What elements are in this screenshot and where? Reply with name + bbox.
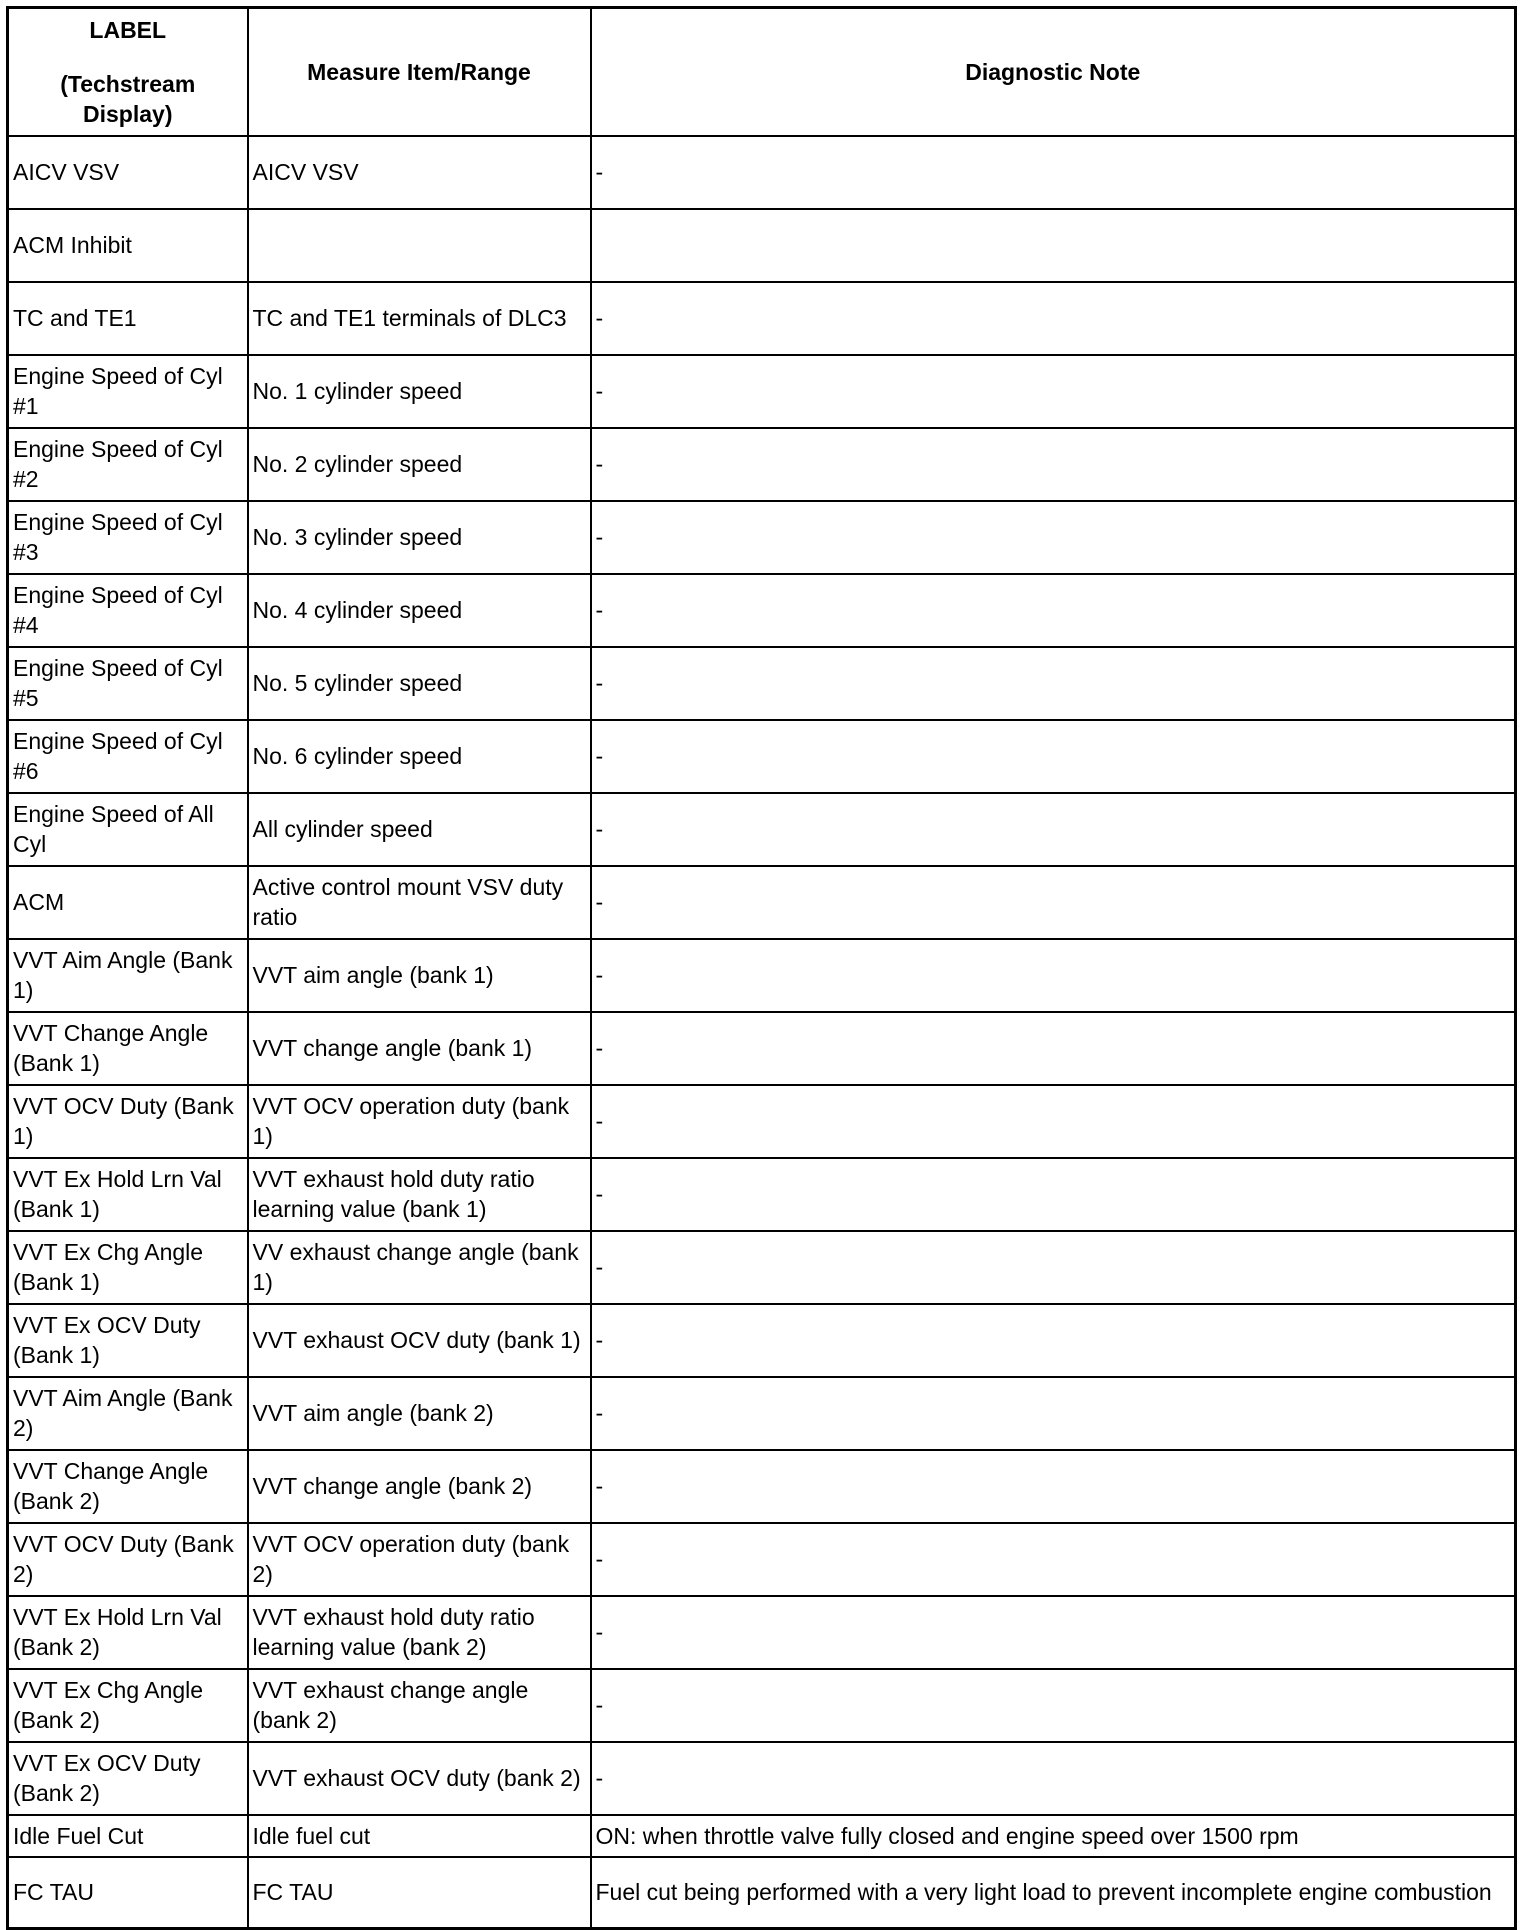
cell-measure: VV exhaust change angle (bank 1) (248, 1231, 591, 1304)
cell-note: - (591, 1742, 1516, 1815)
cell-note: - (591, 136, 1516, 209)
cell-measure: No. 6 cylinder speed (248, 720, 591, 793)
cell-label: ACM Inhibit (8, 209, 248, 282)
cell-label: FC TAU (8, 1857, 248, 1929)
table-row (8, 1377, 1516, 1450)
cell-label: VVT Ex Chg Angle (Bank 1) (8, 1231, 248, 1304)
cell-note: - (591, 793, 1516, 866)
table-row (8, 866, 1516, 939)
cell-label: Engine Speed of Cyl #6 (8, 720, 248, 793)
cell-note: - (591, 574, 1516, 647)
cell-note: - (591, 282, 1516, 355)
cell-label: ACM (8, 866, 248, 939)
cell-note: - (591, 1085, 1516, 1158)
table-row (8, 1523, 1516, 1596)
cell-measure: All cylinder speed (248, 793, 591, 866)
cell-label: Engine Speed of All Cyl (8, 793, 248, 866)
cell-measure: No. 5 cylinder speed (248, 647, 591, 720)
cell-note: - (591, 1012, 1516, 1085)
cell-label: VVT Ex Chg Angle (Bank 2) (8, 1669, 248, 1742)
table-row (8, 1304, 1516, 1377)
cell-measure: Idle fuel cut (248, 1815, 591, 1857)
table-row (8, 1231, 1516, 1304)
cell-label: Engine Speed of Cyl #1 (8, 355, 248, 428)
cell-label: VVT Ex Hold Lrn Val (Bank 1) (8, 1158, 248, 1231)
cell-label: Engine Speed of Cyl #4 (8, 574, 248, 647)
cell-measure: TC and TE1 terminals of DLC3 (248, 282, 591, 355)
cell-label: VVT Aim Angle (Bank 1) (8, 939, 248, 1012)
cell-note: - (591, 866, 1516, 939)
cell-label: AICV VSV (8, 136, 248, 209)
cell-measure: VVT exhaust change angle (bank 2) (248, 1669, 591, 1742)
cell-label: VVT Ex Hold Lrn Val (Bank 2) (8, 1596, 248, 1669)
cell-label: VVT Change Angle (Bank 1) (8, 1012, 248, 1085)
table-row (8, 1596, 1516, 1669)
cell-note (591, 209, 1516, 282)
cell-label: VVT Ex OCV Duty (Bank 2) (8, 1742, 248, 1815)
header-label (8, 8, 248, 136)
cell-label: VVT Change Angle (Bank 2) (8, 1450, 248, 1523)
table-row (8, 1815, 1516, 1857)
cell-measure: VVT aim angle (bank 1) (248, 939, 591, 1012)
cell-measure: VVT exhaust OCV duty (bank 1) (248, 1304, 591, 1377)
cell-label: Engine Speed of Cyl #3 (8, 501, 248, 574)
table-row (8, 720, 1516, 793)
table-row (8, 1085, 1516, 1158)
table-row (8, 209, 1516, 282)
cell-measure: VVT exhaust hold duty ratio learning value (bank 2) (248, 1596, 591, 1669)
table-row (8, 501, 1516, 574)
cell-measure: FC TAU (248, 1857, 591, 1929)
cell-note: - (591, 355, 1516, 428)
cell-label: VVT Ex OCV Duty (Bank 1) (8, 1304, 248, 1377)
cell-label: VVT Aim Angle (Bank 2) (8, 1377, 248, 1450)
cell-measure: VVT OCV operation duty (bank 2) (248, 1523, 591, 1596)
table-row (8, 1742, 1516, 1815)
cell-note: - (591, 647, 1516, 720)
table-row (8, 1857, 1516, 1929)
table-row (8, 282, 1516, 355)
cell-note: - (591, 1377, 1516, 1450)
cell-note: - (591, 1158, 1516, 1231)
table-row (8, 355, 1516, 428)
cell-label: Engine Speed of Cyl #2 (8, 428, 248, 501)
cell-measure: No. 3 cylinder speed (248, 501, 591, 574)
cell-label: TC and TE1 (8, 282, 248, 355)
cell-label: VVT OCV Duty (Bank 2) (8, 1523, 248, 1596)
cell-note: - (591, 939, 1516, 1012)
header-label-line2: (Techstream (60, 70, 196, 97)
cell-measure: No. 1 cylinder speed (248, 355, 591, 428)
table-row (8, 574, 1516, 647)
cell-note: ON: when throttle valve fully closed and engine speed over 1500 rpm (591, 1815, 1516, 1857)
cell-note: Fuel cut being performed with a very light load to prevent incomplete engine combustion (591, 1857, 1516, 1929)
table-row (8, 647, 1516, 720)
header-measure: Measure Item/Range (248, 8, 591, 136)
cell-measure (248, 209, 591, 282)
table-row (8, 136, 1516, 209)
cell-label: Engine Speed of Cyl #5 (8, 647, 248, 720)
data-list-table (6, 6, 1517, 1930)
cell-note: - (591, 1231, 1516, 1304)
table-row (8, 939, 1516, 1012)
cell-measure: No. 4 cylinder speed (248, 574, 591, 647)
cell-note: - (591, 501, 1516, 574)
table-row (8, 1012, 1516, 1085)
cell-note: - (591, 1596, 1516, 1669)
table-row (8, 1450, 1516, 1523)
cell-note: - (591, 428, 1516, 501)
cell-note: - (591, 1523, 1516, 1596)
cell-label: Idle Fuel Cut (8, 1815, 248, 1857)
header-note: Diagnostic Note (591, 8, 1516, 136)
header-label-line3: Display) (83, 100, 173, 127)
cell-measure: No. 2 cylinder speed (248, 428, 591, 501)
cell-measure: VVT aim angle (bank 2) (248, 1377, 591, 1450)
cell-note: - (591, 720, 1516, 793)
cell-measure: VVT exhaust OCV duty (bank 2) (248, 1742, 591, 1815)
table-row (8, 1158, 1516, 1231)
header-row (8, 8, 1516, 136)
header-label-line1: LABEL (89, 16, 167, 43)
cell-measure: VVT change angle (bank 2) (248, 1450, 591, 1523)
cell-measure: VVT change angle (bank 1) (248, 1012, 591, 1085)
cell-note: - (591, 1304, 1516, 1377)
cell-measure: VVT OCV operation duty (bank 1) (248, 1085, 591, 1158)
cell-measure: Active control mount VSV duty ratio (248, 866, 591, 939)
table-row (8, 793, 1516, 866)
cell-measure: VVT exhaust hold duty ratio learning value (bank 1) (248, 1158, 591, 1231)
table-row (8, 428, 1516, 501)
cell-note: - (591, 1450, 1516, 1523)
cell-measure: AICV VSV (248, 136, 591, 209)
cell-label: VVT OCV Duty (Bank 1) (8, 1085, 248, 1158)
table-row (8, 1669, 1516, 1742)
cell-note: - (591, 1669, 1516, 1742)
